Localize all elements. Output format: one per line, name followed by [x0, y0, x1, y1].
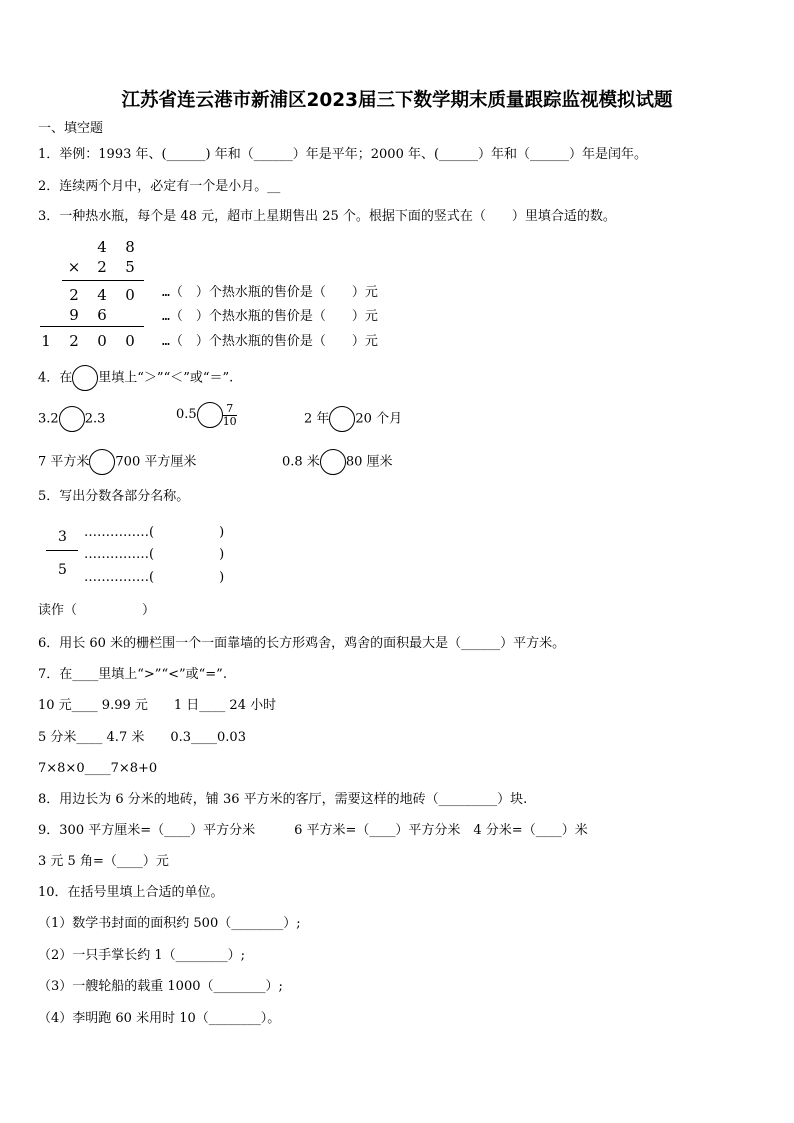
compare-item: [304, 406, 402, 432]
calc-note: …（ ）个热水瓶的售价是（ ）元: [162, 309, 378, 324]
question-10-item: （2）一只手掌长约 1（________）;: [38, 948, 246, 963]
fraction-part-label: ……………( ): [84, 570, 225, 585]
question-2: 2．连续两个月中，必定有一个是小月。__: [38, 179, 281, 194]
question-9: 9．300 平方厘米=（____）平方分米 6 平方米=（____）平方分米 4 分米=（____）米: [38, 823, 588, 838]
calc-digit: 2: [69, 332, 79, 350]
question-9-line: 3 元 5 角=（____）元: [38, 854, 169, 869]
question-4-heading: [38, 365, 233, 391]
compare-circle[interactable]: [320, 449, 346, 475]
calc-rule: [62, 280, 144, 281]
calc-note: …（ ）个热水瓶的售价是（ ）元: [162, 285, 378, 300]
compare-item: [38, 449, 196, 475]
question-7-line: 10 元____ 9.99 元 1 日____ 24 小时: [38, 698, 277, 713]
compare-circle[interactable]: [89, 449, 115, 475]
calc-digit: 0: [125, 286, 135, 304]
section-heading: 一、填空题: [38, 121, 104, 136]
calc-digit: 4: [97, 286, 107, 304]
compare-left: 7 平方米: [38, 454, 90, 470]
compare-right: 2.3: [84, 411, 106, 427]
calc-digit: 4: [97, 238, 107, 256]
compare-right: 80 厘米: [345, 454, 393, 470]
question-6: 6．用长 60 米的栅栏围一个一面靠墙的长方形鸡舍，鸡舍的面积最大是（______）平方米。: [38, 636, 566, 651]
fraction-numerator: 3: [58, 529, 67, 545]
compare-circle[interactable]: [72, 365, 98, 391]
compare-left: 2 年: [304, 411, 330, 427]
compare-item: [38, 406, 105, 432]
fraction-part-label: ……………( ): [84, 547, 225, 562]
q4-text: 里填上“＞”“＜”或“＝”.: [98, 370, 234, 386]
calc-note: …（ ）个热水瓶的售价是（ ）元: [162, 334, 378, 349]
compare-item: [282, 449, 393, 475]
calc-digit: 1: [41, 332, 51, 350]
fraction: [223, 403, 237, 428]
question-10-item: （3）一艘轮船的载重 1000（________）;: [38, 979, 283, 994]
fraction-denominator: 5: [58, 562, 67, 578]
question-7: 7．在____里填上“>”“<”或“=”.: [38, 667, 227, 682]
calc-digit: 0: [97, 332, 107, 350]
question-1: 1．举例：1993 年、(______) 年和（______）年是平年；2000 年、(______）年和（______）年是闰年。: [38, 147, 648, 162]
calc-digit: 2: [97, 258, 107, 276]
fraction-denominator: 10: [222, 414, 237, 428]
fraction-part-label: ……………( ): [84, 525, 225, 540]
fraction-numerator: 7: [223, 403, 237, 416]
calc-digit: ×: [67, 258, 81, 276]
compare-circle[interactable]: [197, 402, 223, 428]
compare-right: 20 个月: [355, 411, 403, 427]
question-7-line: 7×8×0____7×8+0: [38, 761, 158, 776]
question-10-item: （1）数学书封面的面积约 500（________）;: [38, 916, 301, 931]
calc-digit: 6: [97, 306, 107, 324]
question-3: 3．一种热水瓶，每个是 48 元，超市上星期售出 25 个。根据下面的竖式在（ ）里填合适的数。: [38, 209, 616, 224]
read-as: 读作（ ）: [38, 603, 156, 618]
fraction-bar: [46, 550, 78, 551]
question-5: 5．写出分数各部分名称。: [38, 489, 190, 504]
page-title: 江苏省连云港市新浦区2023届三下数学期末质量跟踪监视模拟试题: [121, 90, 673, 111]
q4-text: 4．在: [38, 370, 73, 386]
calc-digit: 2: [69, 286, 79, 304]
question-8: 8．用边长为 6 分米的地砖，铺 36 平方米的客厅，需要这样的地砖（_________）块.: [38, 792, 528, 807]
compare-left: 0.8 米: [282, 454, 320, 470]
calc-digit: 0: [125, 332, 135, 350]
compare-left: 3.2: [38, 411, 59, 427]
compare-item: [176, 402, 237, 428]
question-7-line: 5 分米____ 4.7 米 0.3____0.03: [38, 730, 246, 745]
calc-digit: 8: [125, 238, 135, 256]
question-10-item: （4）李明跑 60 米用时 10（________）。: [38, 1011, 281, 1026]
calc-digit: 5: [125, 258, 135, 276]
question-10: 10．在括号里填上合适的单位。: [38, 885, 224, 900]
calc-rule: [40, 326, 144, 327]
compare-circle[interactable]: [329, 406, 355, 432]
compare-left: 0.5: [176, 407, 197, 422]
compare-right: 700 平方厘米: [115, 454, 197, 470]
compare-circle[interactable]: [59, 406, 85, 432]
calc-digit: 9: [69, 306, 79, 324]
